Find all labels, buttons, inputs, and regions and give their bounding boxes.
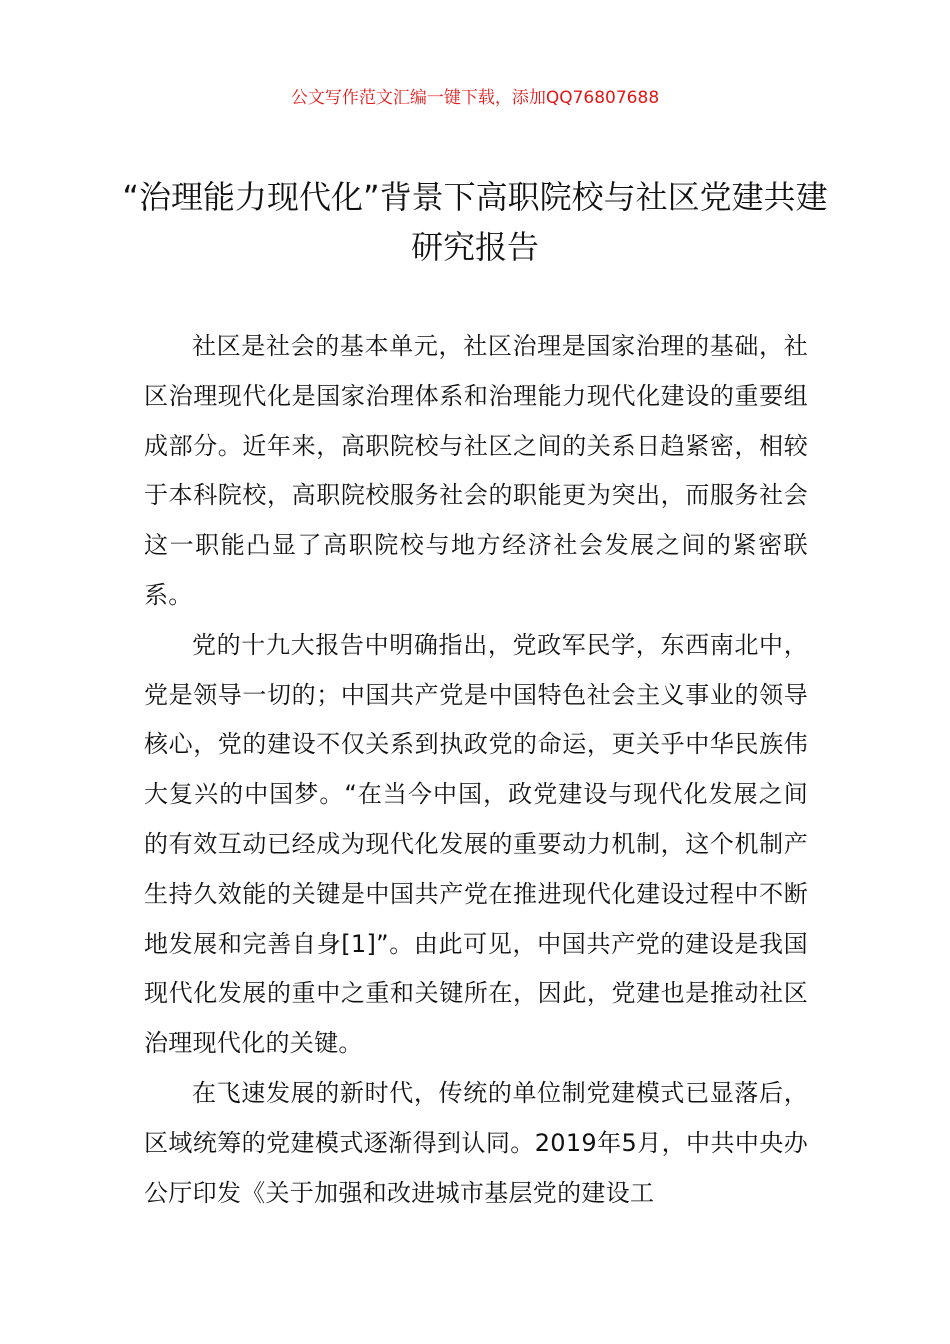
paragraph-1: 社区是社会的基本单元，社区治理是国家治理的基础，社区治理现代化是国家治理体系和治理能力现代化建设的重要组成部分。近年来，高职院校与社区之间的关系日趋紧密，相较于本科院校，高职院校服务社会的职能更为突出，而服务社会这一职能凸显了高职院校与地方经济社会发展之间的紧密联系。: [144, 332, 808, 609]
paragraph-2: 党的十九大报告中明确指出，党政军民学，东西南北中，党是领导一切的；中国共产党是中国特色社会主义事业的领导核心，党的建设不仅关系到执政党的命运，更关乎中华民族伟大复兴的中国梦。“在当今中国，政党建设与现代化发展之间的有效互动已经成为现代化发展的重要动力机制，这个机制产生持久效能的关键是中国共产党在推进现代化建设过程中不断地发展和完善自身[1]”。由此可见，中国共产党的建设是我国现代化发展的重中之重和关键所在，因此，党建也是推动社区治理现代化的关键。: [144, 630, 808, 1058]
download-promo-note: 公文写作范文汇编一键下载，添加QQ76807688: [290, 88, 660, 108]
paragraph-3: 在飞速发展的新时代，传统的单位制党建模式已显落后，区域统筹的党建模式逐渐得到认同。2019年5月，中共中央办公厅印发《关于加强和改进城市基层党的建设工: [144, 1078, 808, 1207]
document-body: [144, 322, 808, 1218]
document-title: “治理能力现代化”背景下高职院校与社区党建共建研究报告: [122, 178, 828, 266]
